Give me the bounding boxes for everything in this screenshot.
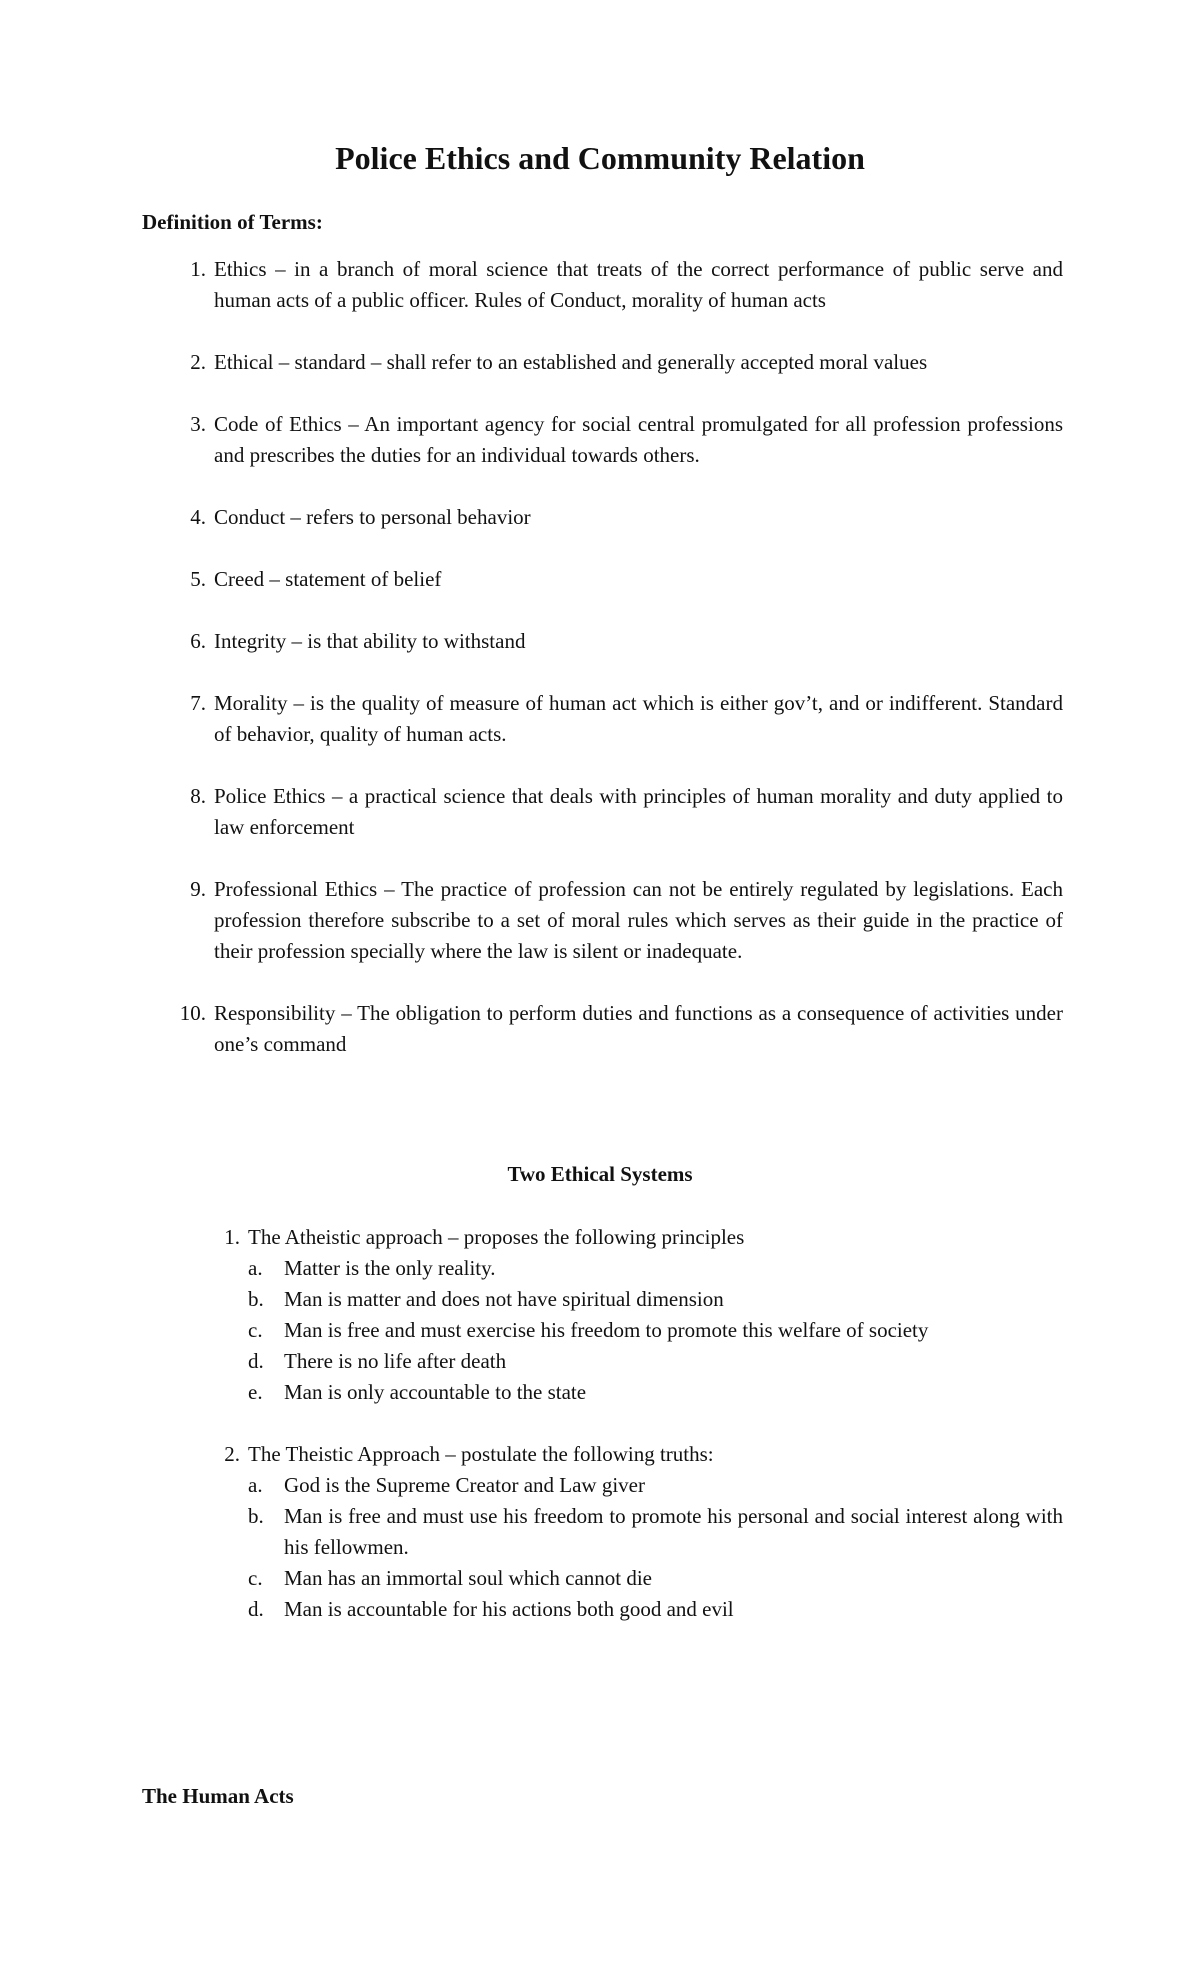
definition-number: 9. [190,877,206,901]
definition-number: 7. [190,691,206,715]
principle-text: There is no life after death [284,1349,507,1373]
definition-text: Conduct – refers to personal behavior [214,505,531,529]
principle-text: Matter is the only reality. [284,1256,496,1280]
definitions-heading: Definition of Terms: [142,210,323,234]
principles-list [248,1253,1063,1408]
principle-item [248,1284,1063,1315]
systems-list [142,1222,1063,1656]
definition-item [142,502,1063,533]
principle-letter: a. [248,1256,263,1280]
human-acts-heading: The Human Acts [142,1784,294,1808]
principle-letter: e. [248,1380,263,1404]
principle-letter: d. [248,1349,264,1373]
definition-item [142,874,1063,967]
definition-text: Integrity – is that ability to withstand [214,629,526,653]
definition-text: Ethics – in a branch of moral science that treats of the correct performance of public serve and human acts of a public officer. Rules of Conduct, morality of human acts [214,257,1063,312]
principle-item [248,1315,1063,1346]
principle-item [248,1346,1063,1377]
truth-text: Man has an immortal soul which cannot die [284,1566,653,1590]
definition-item [142,347,1063,378]
principle-text: Man is only accountable to the state [284,1380,587,1404]
principle-item [248,1253,1063,1284]
definition-item [142,409,1063,471]
truth-letter: a. [248,1473,263,1497]
principle-item [248,1377,1063,1408]
truth-letter: b. [248,1504,264,1528]
truth-item [248,1563,1063,1594]
definition-number: 5. [190,567,206,591]
truth-text: God is the Supreme Creator and Law giver [284,1473,645,1497]
definition-item [142,254,1063,316]
truth-text: Man is free and must use his freedom to promote his personal and social interest along with his fellowmen. [284,1504,1063,1559]
definitions-list [142,254,1063,1091]
principle-text: Man is free and must exercise his freedom to promote this welfare of society [284,1318,929,1342]
definition-number: 10. [179,1001,206,1025]
definition-text: Morality – is the quality of measure of human act which is either gov’t, and or indifferent. Standard of behavior, quality of human acts. [214,691,1063,746]
system-text: The Theistic Approach – postulate the following truths: [248,1442,714,1466]
definition-number: 1. [190,257,206,281]
definition-item [142,781,1063,843]
truth-item [248,1470,1063,1501]
definition-number: 4. [190,505,206,529]
definition-text: Creed – statement of belief [214,567,442,591]
truth-item [248,1501,1063,1563]
system-number: 1. [224,1225,240,1249]
system-number: 2. [224,1442,240,1466]
definition-item [142,688,1063,750]
definition-item [142,564,1063,595]
definition-text: Code of Ethics – An important agency for social central promulgated for all profession professions and prescribes the duties for an individual towards others. [214,412,1063,467]
definition-number: 2. [190,350,206,374]
principle-letter: c. [248,1318,263,1342]
principle-text: Man is matter and does not have spiritual dimension [284,1287,724,1311]
definition-text: Ethical – standard – shall refer to an established and generally accepted moral values [214,350,928,374]
truth-letter: c. [248,1566,263,1590]
definition-number: 3. [190,412,206,436]
truths-list [248,1470,1063,1625]
system-item [142,1439,1063,1625]
truth-letter: d. [248,1597,264,1621]
system-text: The Atheistic approach – proposes the following principles [248,1225,745,1249]
truth-text: Man is accountable for his actions both good and evil [284,1597,734,1621]
definition-text: Professional Ethics – The practice of profession can not be entirely regulated by legislations. Each profession therefore subscribe to a set of moral rules which serves as their guide in the practice of their profession specially where the law is silent or inadequate. [214,877,1063,963]
document-title: Police Ethics and Community Relation [335,140,865,176]
definition-item [142,998,1063,1060]
system-item [142,1222,1063,1408]
definition-item [142,626,1063,657]
systems-heading: Two Ethical Systems [507,1162,693,1186]
definition-number: 8. [190,784,206,808]
definition-number: 6. [190,629,206,653]
definition-text: Responsibility – The obligation to perform duties and functions as a consequence of activities under one’s command [214,1001,1063,1056]
principle-letter: b. [248,1287,264,1311]
truth-item [248,1594,1063,1625]
definition-text: Police Ethics – a practical science that deals with principles of human morality and duty applied to law enforcement [214,784,1063,839]
